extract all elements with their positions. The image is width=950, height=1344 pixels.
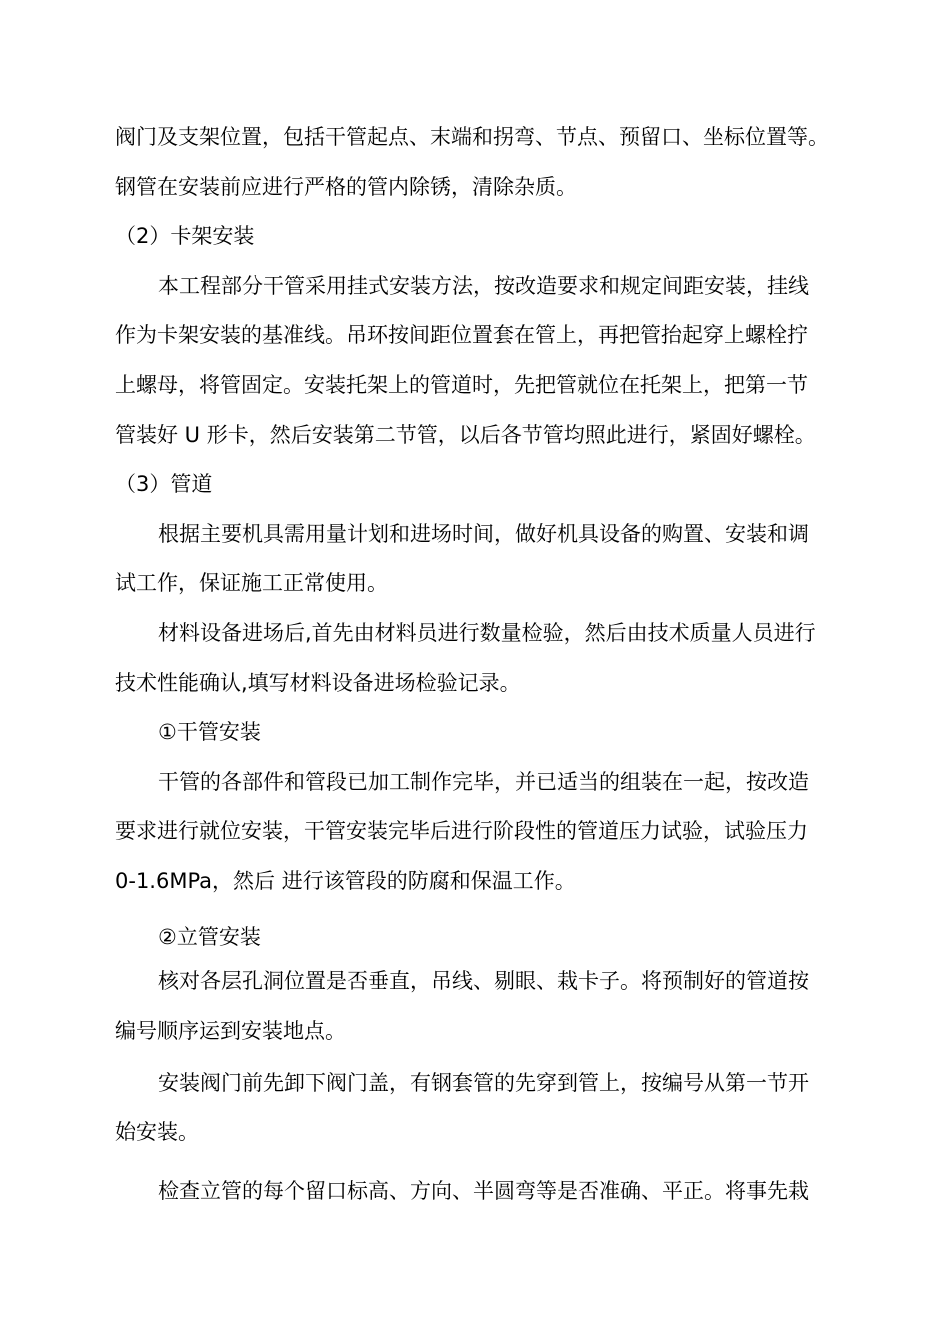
text-line: 本工程部分干管采用挂式安装方法，按改造要求和规定间距安装，挂线 bbox=[158, 274, 809, 298]
text-line: 管装好 U 形卡，然后安装第二节管，以后各节管均照此进行，紧固好螺栓。 bbox=[115, 423, 816, 447]
text-line: 检查立管的每个留口标高、方向、半圆弯等是否准确、平正。将事先栽 bbox=[158, 1179, 809, 1203]
text-line: 钢管在安装前应进行严格的管内除锈，清除杂质。 bbox=[115, 175, 577, 199]
text-line: 作为卡架安装的基准线。吊环按间距位置套在管上，再把管抬起穿上螺栓拧 bbox=[115, 323, 808, 347]
section-heading: （2）卡架安装 bbox=[115, 224, 255, 248]
text-line: 编号顺序运到安装地点。 bbox=[115, 1019, 346, 1043]
text-line: 核对各层孔洞位置是否垂直，吊线、剔眼、栽卡子。将预制好的管道按 bbox=[158, 969, 809, 993]
text-line: 试工作，保证施工正常使用。 bbox=[115, 571, 388, 595]
section-heading: （3）管道 bbox=[115, 472, 213, 496]
text-line: 技术性能确认,填写材料设备进场检验记录。 bbox=[115, 671, 521, 695]
text-line: 要求进行就位安装，干管安装完毕后进行阶段性的管道压力试验，试验压力 bbox=[115, 819, 808, 843]
subsection-heading: ①干管安装 bbox=[158, 720, 261, 744]
text-line: 安装阀门前先卸下阀门盖，有钢套管的先穿到管上，按编号从第一节开 bbox=[158, 1071, 809, 1095]
text-line: 始安装。 bbox=[115, 1120, 199, 1144]
subsection-heading: ②立管安装 bbox=[158, 925, 261, 949]
text-line: 0-1.6MPa，然后 进行该管段的防腐和保温工作。 bbox=[115, 869, 576, 893]
text-line: 阀门及支架位置，包括干管起点、末端和拐弯、节点、预留口、坐标位置等。 bbox=[115, 125, 829, 149]
text-line: 根据主要机具需用量计划和进场时间，做好机具设备的购置、安装和调 bbox=[158, 522, 809, 546]
text-line: 上螺母，将管固定。安装托架上的管道时，先把管就位在托架上，把第一节 bbox=[115, 373, 808, 397]
text-line: 材料设备进场后,首先由材料员进行数量检验，然后由技术质量人员进行 bbox=[158, 621, 816, 645]
text-line: 干管的各部件和管段已加工制作完毕，并已适当的组装在一起，按改造 bbox=[158, 770, 809, 794]
